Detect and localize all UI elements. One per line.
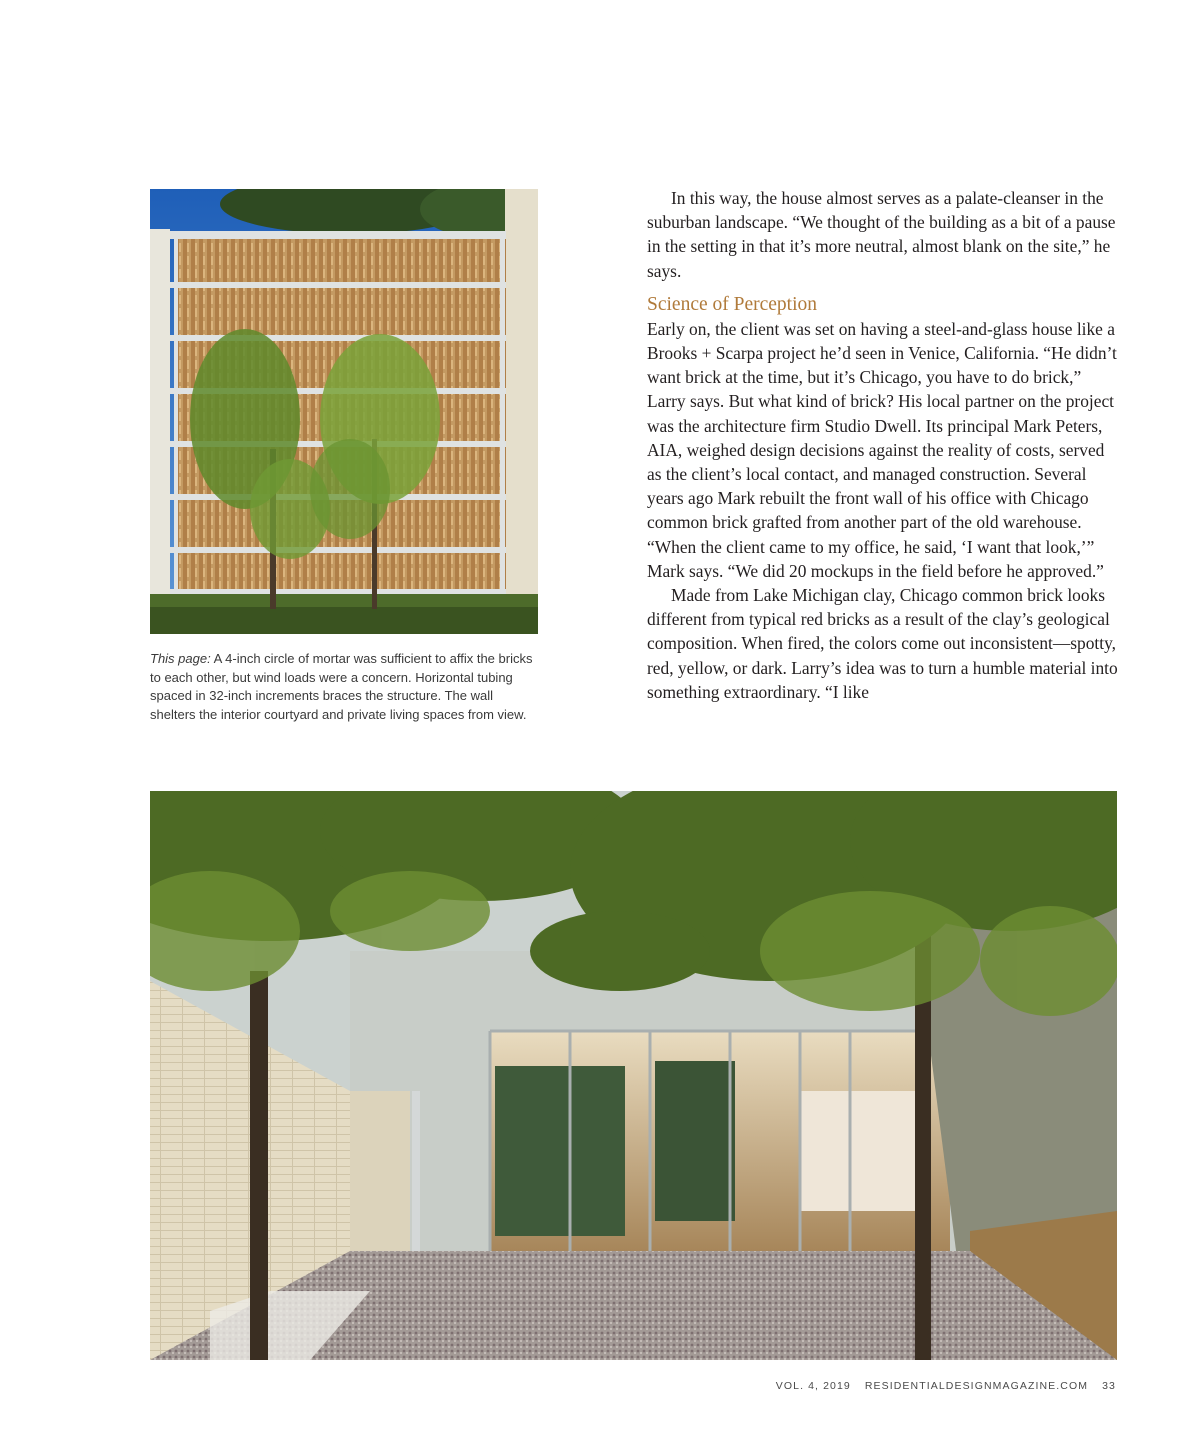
article-paragraph-2: Early on, the client was set on having a steel-and-glass house like a Brooks + Scarpa project he’d seen in Venice, California. “He didn’t want brick at the time, but it’s Chicago, you have to do brick,” Larry says. But what kind of brick? His local partner on the project was the architecture firm Studio Dwell. Its principal Mark Peters, AIA, weighed design decisions against the reality of costs, served as the client’s local contact, and managed construction. Several years ago Mark rebuilt the front wall of his office with Chicago common brick grafted from another part of the old warehouse. “When the client came to my office, he said, ‘I want that look,’” Mark says. “We did 20 mockups in the field before he approved.”	[647, 318, 1117, 581]
article-paragraph-1: In this way, the house almost serves as a palate-cleanser in the suburban landscape. “We thought of the building as a bit of a pause in the setting in that it’s more neutral, almost blank on the site,” he says.	[647, 188, 1116, 281]
courtyard-image	[150, 791, 1117, 1360]
article-body	[647, 186, 1119, 704]
magazine-website: RESIDENTIALDESIGNMAGAZINE.COM	[864, 1380, 1089, 1392]
caption-text: A 4-inch circle of mortar was sufficient to affix the bricks to each other, but wind loads were a concern. Horizontal tubing spaced in 32-inch increments braces the structure. The wall shelters the interior courtyard and private living spaces from view.	[150, 651, 533, 722]
caption-lead: This page:	[150, 651, 211, 666]
photo-caption	[150, 650, 540, 724]
issue-volume: VOL. 4, 2019	[775, 1380, 851, 1392]
courtyard-photo	[150, 791, 1117, 1360]
page-number: 33	[1102, 1380, 1116, 1392]
brick-wall-image	[150, 189, 538, 634]
section-heading: Science of Perception	[647, 293, 818, 315]
page-footer	[776, 1380, 1116, 1392]
brick-screen-wall-photo	[150, 189, 538, 634]
article-paragraph-3: Made from Lake Michigan clay, Chicago common brick looks different from typical red bricks as a result of the clay’s geological composition. When fired, the colors come out inconsistent—spotty, red, yellow, or dark. Larry’s idea was to turn a humble material into something extraordinary. “I like	[647, 585, 1118, 702]
